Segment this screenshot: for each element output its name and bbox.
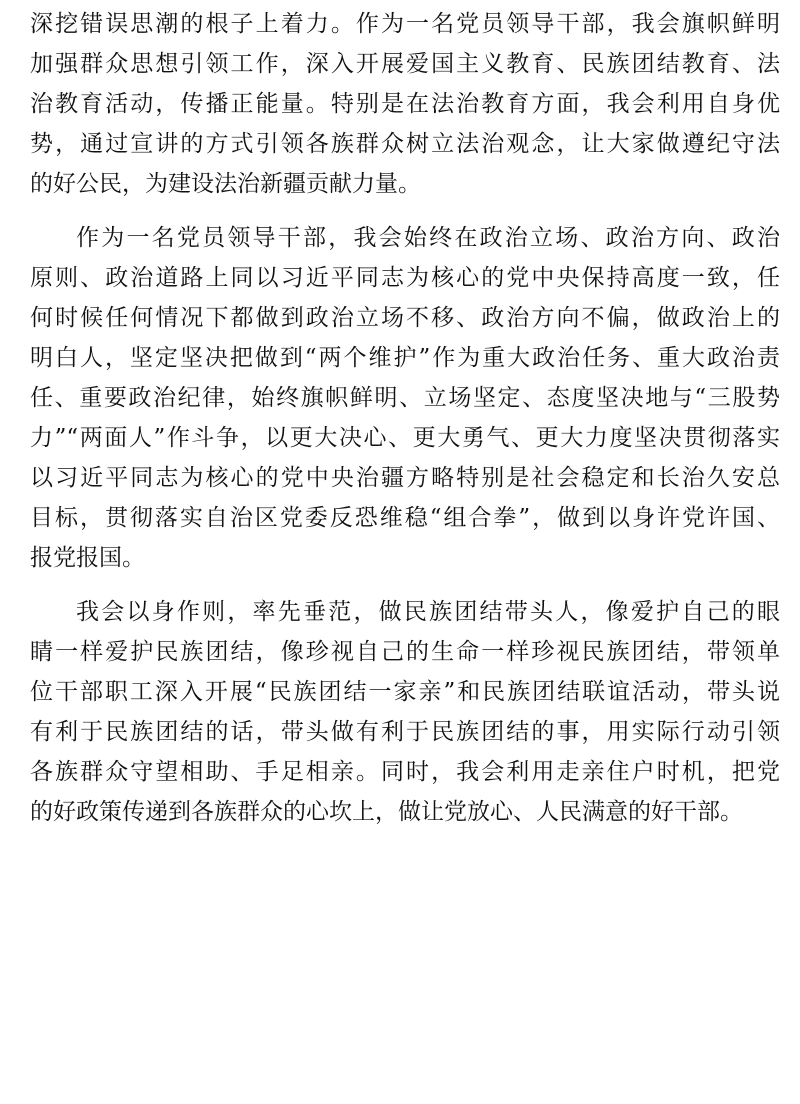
text-line: 报党报国。	[30, 545, 145, 571]
text-line: 有利于民族团结的话，带头做有利于民族团结的事，用实际行动引领	[30, 719, 780, 745]
text-line: 明白人，坚定坚决把做到“两个维护”作为重大政治任务、重大政治责	[30, 345, 780, 371]
text-line: 作为一名党员领导干部，我会始终在政治立场、政治方向、政治	[76, 225, 780, 251]
text-line: 以习近平同志为核心的党中央治疆方略特别是社会稳定和长治久安总	[30, 465, 780, 491]
text-line: 目标，贯彻落实自治区党委反恐维稳“组合拳”，做到以身许党许国、	[30, 505, 780, 531]
text-line: 何时候任何情况下都做到政治立场不移、政治方向不偏，做政治上的	[30, 305, 780, 331]
text-line: 的好公民，为建设法治新疆贡献力量。	[30, 171, 421, 197]
document-page	[30, 4, 780, 832]
text-line: 各族群众守望相助、手足相亲。同时，我会利用走亲住户时机，把党	[30, 759, 780, 785]
text-line: 势，通过宣讲的方式引领各族群众树立法治观念，让大家做遵纪守法	[30, 131, 780, 157]
paragraph-1	[30, 4, 780, 204]
text-line: 位干部职工深入开展“民族团结一家亲”和民族团结联谊活动，带头说	[30, 679, 780, 705]
text-line: 睛一样爱护民族团结，像珍视自己的生命一样珍视民族团结，带领单	[30, 639, 780, 665]
text-line: 力”“两面人”作斗争，以更大决心、更大勇气、更大力度坚决贯彻落实	[30, 425, 780, 451]
text-line: 原则、政治道路上同以习近平同志为核心的党中央保持高度一致，任	[30, 265, 780, 291]
text-line: 治教育活动，传播正能量。特别是在法治教育方面，我会利用自身优	[30, 91, 780, 117]
text-line: 加强群众思想引领工作，深入开展爱国主义教育、民族团结教育、法	[30, 51, 780, 77]
text-line: 深挖错误思潮的根子上着力。作为一名党员领导干部，我会旗帜鲜明	[30, 11, 780, 37]
text-line: 任、重要政治纪律，始终旗帜鲜明、立场坚定、态度坚决地与“三股势	[30, 385, 780, 411]
paragraph-2	[30, 218, 780, 578]
text-line: 的好政策传递到各族群众的心坎上，做让党放心、人民满意的好干部。	[30, 799, 743, 825]
text-line: 我会以身作则，率先垂范，做民族团结带头人，像爱护自己的眼	[76, 599, 780, 625]
paragraph-3	[30, 592, 780, 832]
